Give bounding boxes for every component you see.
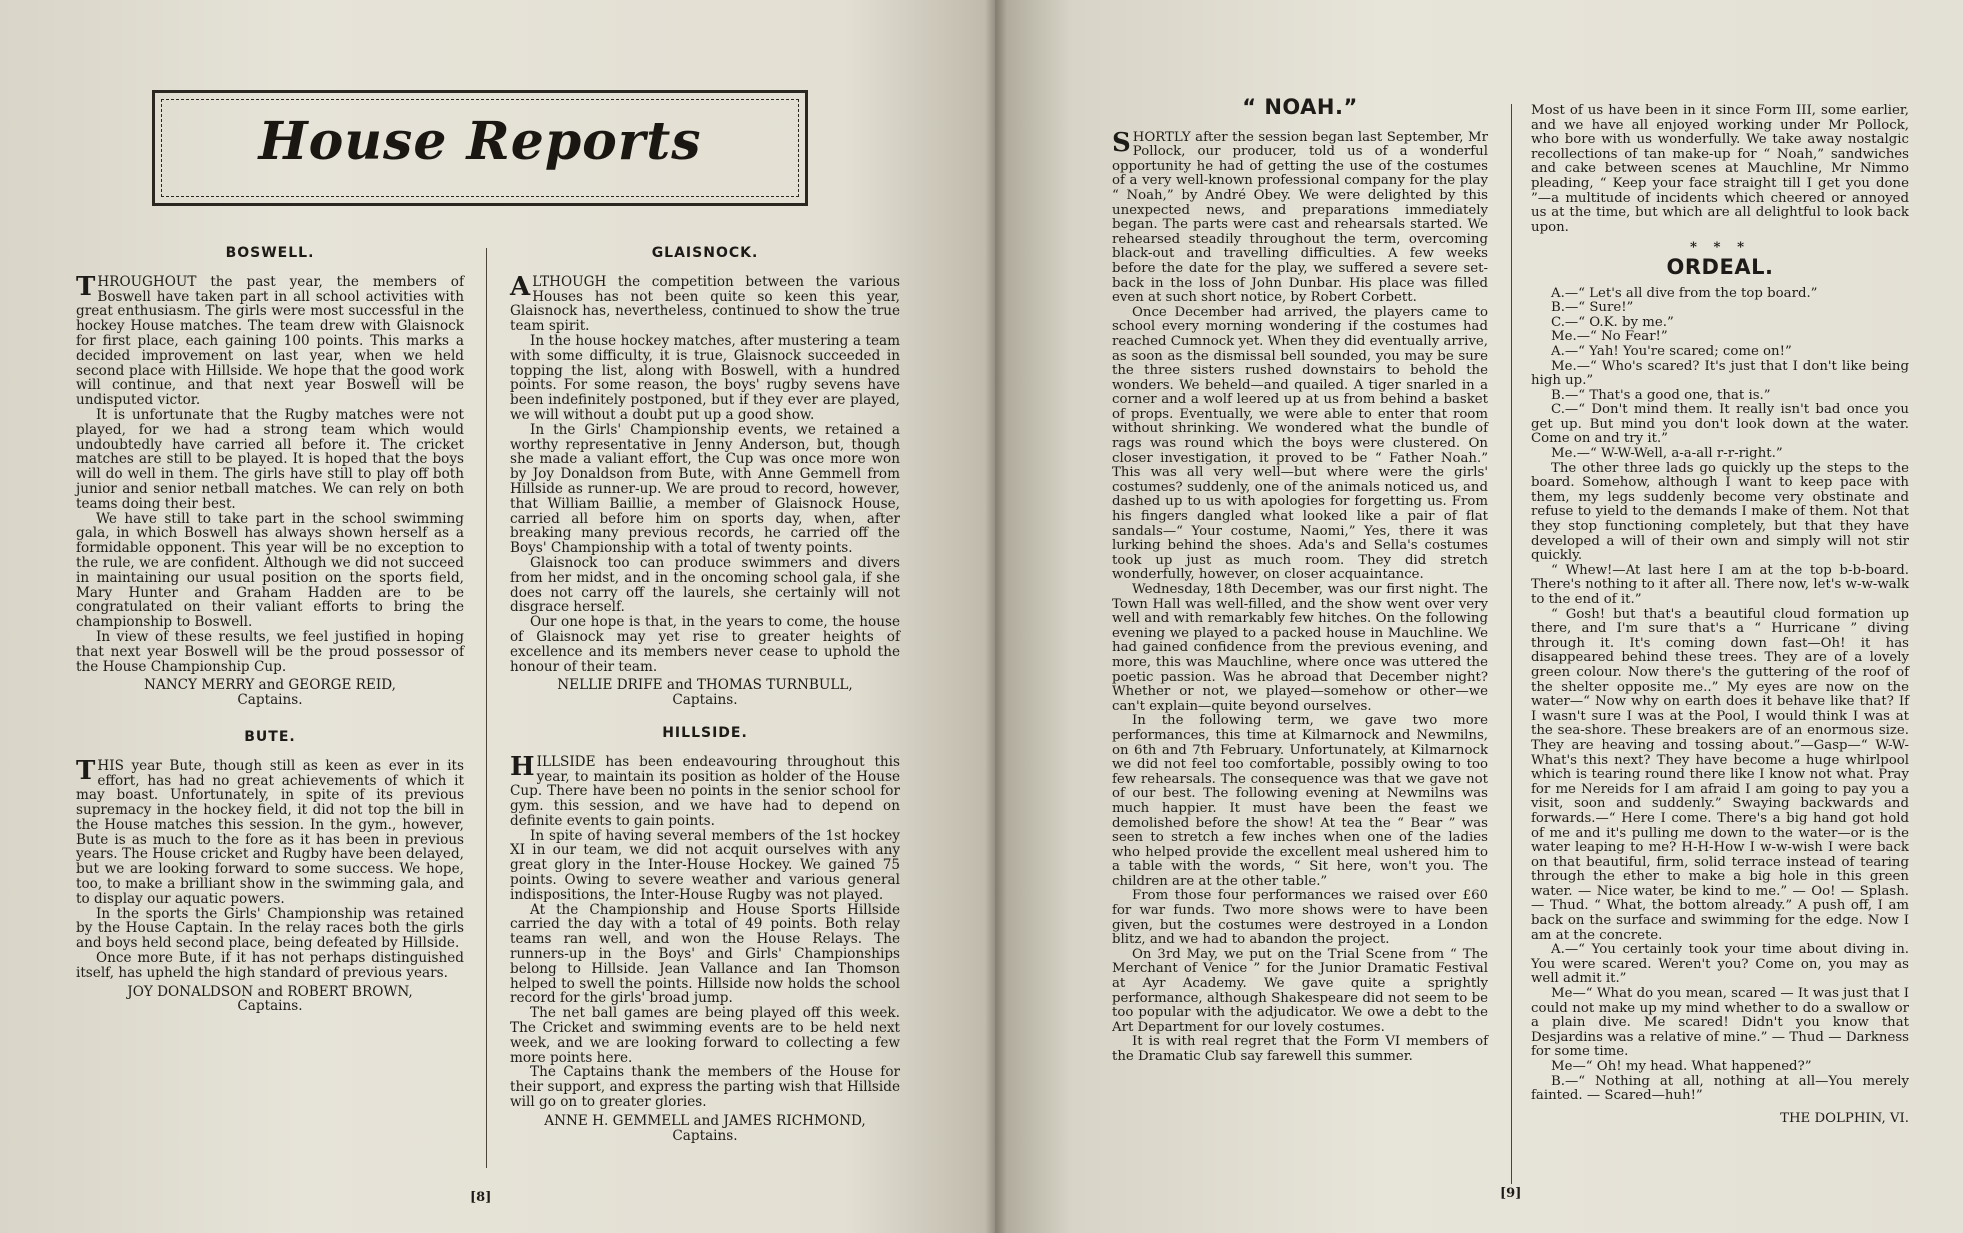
glaisnock-signature-role: Captains. bbox=[672, 692, 738, 709]
ordeal-line: Me—“ What do you mean, scared — It was just that I could not make up my mind whether to do a swallow or a plain dive. Me scared! Didn't you know that Desjardins was a relative of mine.” — Thud — Darkness for some time. bbox=[1531, 986, 1909, 1060]
right-column-2 bbox=[1531, 104, 1909, 1126]
bute-heading: BUTE. bbox=[244, 728, 296, 745]
glaisnock-paragraph: In the Girls' Championship events, we retained a worthy representative in Jenny Anderson, but, though she made a valiant effort, the Cup was once more won by Joy Donaldson from Bute, with Anne Gemmell from Hillside as runner-up. We are proud to record, however, that William Baillie, a member of Glaisnock House, carried all before him on sports day, when, after breaking many previous records, he carried off the Boys' Championship with a total of twenty points. bbox=[510, 421, 900, 557]
ordeal-line: Me.—“ No Fear!” bbox=[1551, 329, 1668, 345]
ordeal-signature: THE DOLPHIN, VI. bbox=[1780, 1110, 1909, 1126]
hillside-paragraph: The net ball games are being played off this week. The Cricket and swimming events are to be held next week, and we are looking forward to collecting a few more points here. bbox=[510, 1005, 900, 1066]
hillside-paragraph: The Captains thank the members of the House for their support, and express the parting wish that Hillside will go on to greater glories. bbox=[510, 1064, 900, 1111]
hillside-heading: HILLSIDE. bbox=[662, 724, 748, 741]
bute-paragraph: THIS year Bute, though still as keen as ever in its effort, has had no great achievements of which it may boast. Unfortunately, in spite of its previous supremacy in the hockey field, it did not top the bill in the House matches this session. In the gym., however, Bute is as much to the fore as it has been in previous years. The House cricket and Rugby have been delayed, but we are looking forward to some success. We hope, too, to make a brilliant show in the swimming gala, and to display our aquatic powers. bbox=[76, 755, 464, 907]
ordeal-line: C.—“ Don't mind them. It really isn't bad once you get up. But mind you don't look down at the water. Come on and try it.” bbox=[1531, 402, 1909, 447]
ordeal-line: Me—“ Oh! my head. What happened?” bbox=[1551, 1059, 1812, 1074]
ordeal-line: B.—“ Nothing at all, nothing at all—You merely fainted. — Scared—huh!” bbox=[1531, 1073, 1909, 1104]
hillside-signature: ANNE H. GEMMELL and JAMES RICHMOND, bbox=[544, 1112, 866, 1129]
boswell-heading: BOSWELL. bbox=[225, 245, 315, 261]
ordeal-line: B.—“ That's a good one, that is.” bbox=[1551, 387, 1771, 403]
page-number-left: [8] bbox=[470, 1190, 492, 1205]
boswell-paragraph: In view of these results, we feel justified in hoping that next year Boswell will be the proud possessor of the House Championship Cup. bbox=[76, 628, 464, 675]
glaisnock-signature: NELLIE DRIFE and THOMAS TURNBULL, bbox=[557, 677, 853, 694]
noah-paragraph: On 3rd May, we put on the Trial Scene from “ The Merchant of Venice ” for the Junior Dramatic Festival at Ayr Academy. We gave quite a sprightly performance, although Shakespeare did not seem to be too popular with the adjudicator. We owe a debt to the Art Department for our lovely costumes. bbox=[1112, 946, 1488, 1035]
left-column-2 bbox=[510, 246, 900, 1143]
noah-paragraph: In the following term, we gave two more performances, this time at Kilmarnock and Newmilns, on 6th and 7th February. Unfortunately, at Kilmarnock we did not feel too comfortable, possibly owing to too few rehearsals. The consequence was that we gave not of our best. The following evening at Newmilns was much happier. It must have been the feast we demolished before the show! At tea the “ Bear ” was seen to stretch a few inches when one of the ladies who helped provide the excellent meal ushered him to a table with the words, “ Sit here, won't you. The children are at the other table.” bbox=[1112, 713, 1488, 889]
ordeal-line: A.—“ Let's all dive from the top board.” bbox=[1551, 285, 1818, 301]
glaisnock-paragraph: ALTHOUGH the competition between the various Houses has not been quite so keen this year, Glaisnock has, nevertheless, continued to show the true team spirit. bbox=[510, 271, 900, 335]
glaisnock-paragraph: In the house hockey matches, after mustering a team with some difficulty, it is true, Glaisnock succeeded in topping the list, along with Boswell, with a hundred points. For some reason, the boys' rugby sevens have been indefinitely postponed, but if they ever are played, we will without a doubt put up a good show. bbox=[510, 332, 900, 423]
column-rule bbox=[1511, 104, 1512, 1184]
noah-paragraph: It is with real regret that the Form VI members of the Dramatic Club say farewell this summer. bbox=[1112, 1034, 1488, 1064]
noah-paragraph: SHORTLY after the session began last September, Mr Pollock, our producer, told us of a wonderful opportunity he had of getting the use of the costumes of a very well-known professional company for the play “ Noah,” by André Obey. We were delighted by this unexpected news, and preparations immediately began. The parts were cast and rehearsals started. We rehearsed steadily throughout the term, overcoming black-out and travelling difficulties. A few weeks before the date for the play, we suffered a severe set-back in the loss of John Dunbar. His place was filled even at such short notice, by Robert Corbett. bbox=[1112, 127, 1488, 306]
book-gutter bbox=[985, 0, 1007, 1233]
noah-paragraph: From those four performances we raised over £60 for war funds. Two more shows were to have been given, but the costumes were destroyed in a London blitz, and we had to abandon the project. bbox=[1112, 888, 1488, 948]
noah-heading: “ NOAH.” bbox=[1242, 95, 1358, 119]
hillside-paragraph: HILLSIDE has been endeavouring throughout this year, to maintain its position as holder of the House Cup. There have been no points in the senior school for gym. this session, and we have had to depend on definite events to gain points. bbox=[510, 751, 900, 829]
glaisnock-paragraph: Our one hope is that, in the years to come, the house of Glaisnock may yet rise to greater heights of excellence and its members never cease to uphold the honour of their team. bbox=[510, 614, 900, 675]
hillside-signature-role: Captains. bbox=[672, 1127, 738, 1144]
ordeal-line: B.—“ Sure!” bbox=[1551, 300, 1634, 316]
ordeal-line: The other three lads go quickly up the steps to the board. Somehow, although I want to keep pace with them, my legs suddenly become very obstinate and refuse to yield to the demands I make of them. Not that they stop functioning completely, but that they have developed a will of their own and simply will not stir quickly. bbox=[1531, 460, 1909, 564]
ordeal-line: Me.—“ Who's scared? It's just that I don't like being high up.” bbox=[1531, 358, 1909, 389]
hillside-paragraph: In spite of having several members of the 1st hockey XI in our team, we did not acquit ourselves with any great glory in the Inter-House Hockey. We gained 75 points. Owing to severe weather and various general indispositions, the Inter-House Rugby was not played. bbox=[510, 827, 900, 903]
hillside-paragraph: At the Championship and House Sports Hillside carried the day with a total of 49 points. Both relay teams ran well, and won the House Relays. The runners-up in the Boys' and Girls' Championships belong to Hillside. Jean Vallance and Ian Thomson helped to swell the points. Hillside now holds the school record for the girls' broad jump. bbox=[510, 901, 900, 1007]
boswell-paragraph: We have still to take part in the school swimming gala, in which Boswell has always shown herself as a formidable opponent. This year will be no exception to the rule, we are confident. Although we did not succeed in maintaining our usual position on the sports field, Mary Hunter and Graham Hadden are to be congratulated on their valiant efforts to bring the championship to Boswell. bbox=[76, 510, 464, 631]
page-number-right: [9] bbox=[1500, 1186, 1522, 1201]
boswell-paragraph: It is unfortunate that the Rugby matches were not played, for we had a strong team which would undoubtedly have carried all before it. The cricket matches are still to be played. It is hoped that the boys will do well in them. The girls have still to play off both junior and senior netball matches. We can rely on both teams doing their best. bbox=[76, 406, 464, 512]
ordeal-line: “ Gosh! but that's a beautiful cloud formation up there, and I'm sure that's a “ Hurricane ” diving through it. It's coming down fast—Oh! it has disappeared behind these trees. They are of a lovely green colour. Now there's the guttering of the roof of the shelter opposite me..” My eyes are now on the water—“ Now why on earth does it behave like that? If I wasn't sure I was at the Pool, I would think I was at the sea-shore. These breakers are of an enormous size. They are heaving and tossing about.”—Gasp—“ W-W-What's this next? They have become a huge whirlpool which is tearing round there like I know not what. Pray for me Nereids for I am afraid I am going to pay you a visit, soon and suddenly.” Swaying backwards and forwards.—“ Here I come. There's a big hand got hold of me and it's pulling me down to the water—or is the water leaping to me? H-H-How I w-w-wish I were back on that beautiful, firm, solid terrace instead of tearing through the ether to make a big hole in this green water. — Nice water, be kind to me.” — Oo! — Splash. — Thud. “ What, the bottom already.” A push off, I am back on the surface and swimming for the edge. Now I am at the concrete. bbox=[1531, 606, 1909, 943]
ordeal-line: C.—“ O.K. by me.” bbox=[1551, 314, 1674, 330]
title-frame bbox=[152, 90, 808, 206]
right-column-1 bbox=[1112, 95, 1488, 1065]
ordeal-line: Me.—“ W-W-Well, a-a-all r-r-right.” bbox=[1551, 446, 1783, 462]
section-separator-stars: * * * bbox=[1689, 240, 1751, 256]
bute-paragraph: Once more Bute, if it has not perhaps distinguished itself, has upheld the high standard of previous years. bbox=[76, 950, 464, 981]
boswell-signature: NANCY MERRY and GEORGE REID, bbox=[144, 677, 396, 694]
noah-paragraph: Once December had arrived, the players came to school every morning wondering if the costumes had reached Cumnock yet. When they did eventually arrive, as soon as the dismissal bell sounded, you may be sure the three sisters rushed downstairs to behold the wonders. We beheld—and quailed. A tiger snarled in a corner and a wolf leered up at us from behind a basket of props. Eventually, we were able to enter that room without shrinking. We wondered what the bundle of rags was round which the boys were clustered. On closer investigation, it proved to be “ Father Noah.” This was all very well—but where were the girls' costumes? suddenly, one of the animals noticed us, and dashed up to us with apologies for forgetting us. From his fingers dangled what looked like a pair of flat sandals—“ Your costume, Naomi,” Yes, there it was lurking behind the shoes. Ada's and Sella's costumes took up just as much room. They did stretch wonderfully, however, on closer acquaintance. bbox=[1112, 304, 1488, 583]
boswell-paragraph: THROUGHOUT the past year, the members of Boswell have taken part in all school activities with great enthusiasm. The girls were most successful in the hockey House matches. The team drew with Glaisnock for first place, each gaining 100 points. This marks a decided improvement on last year, when we held second place with Hillside. We hope that the good work will continue, and that next year Boswell will be undisputed victor. bbox=[76, 271, 464, 409]
ordeal-line: “ Whew!—At last here I am at the top b-b-board. There's nothing to it after all. There now, let's w-w-walk to the end of it.” bbox=[1531, 562, 1909, 607]
ordeal-line: A.—“ Yah! You're scared; come on!” bbox=[1551, 343, 1792, 359]
bute-signature: JOY DONALDSON and ROBERT BROWN, bbox=[127, 983, 413, 1000]
column-rule bbox=[486, 248, 487, 1168]
ordeal-heading: ORDEAL. bbox=[1666, 254, 1774, 279]
noah-paragraph: Wednesday, 18th December, was our first night. The Town Hall was well-filled, and the show went over very well and with remarkably few hitches. On the following evening we played to a packed house in Mauchline. We had gained confidence from the previous evening, and more, this was Mauchline, where once was uttered the poetic passion. Was he abroad that December night? Whether or not, we played—somehow or other—we can't explain—quite beyond ourselves. bbox=[1112, 582, 1488, 714]
page-title: House Reports bbox=[258, 111, 702, 172]
bute-signature-role: Captains. bbox=[237, 998, 303, 1015]
boswell-signature-role: Captains. bbox=[237, 692, 303, 709]
noah-continuation: Most of us have been in it since Form III, some earlier, and we have all enjoyed working under Mr Pollock, who bore with us wonderfully. We take away nostalgic recollections of tan make-up for “ Noah,” sandwiches and cake between scenes at Mauchline, Mr Nimmo pleading, “ Keep your face straight till I get you done ”—a multitude of incidents which cheered or annoyed us at the time, but which are all delightful to look back upon. bbox=[1531, 103, 1909, 235]
ordeal-body bbox=[1531, 287, 1909, 1104]
bute-paragraph: In the sports the Girls' Championship was retained by the House Captain. In the relay races both the girls and boys held second place, being defeated by Hillside. bbox=[76, 905, 464, 952]
glaisnock-heading: GLAISNOCK. bbox=[651, 245, 759, 261]
glaisnock-paragraph: Glaisnock too can produce swimmers and divers from her midst, and in the oncoming school gala, if she does not carry off the laurels, she certainly will not disgrace herself. bbox=[510, 554, 900, 616]
ordeal-line: A.—“ You certainly took your time about diving in. You were scared. Weren't you? Come on, you may as well admit it.” bbox=[1531, 942, 1909, 987]
left-column-1 bbox=[76, 246, 464, 1014]
right-page bbox=[995, 0, 1963, 1233]
